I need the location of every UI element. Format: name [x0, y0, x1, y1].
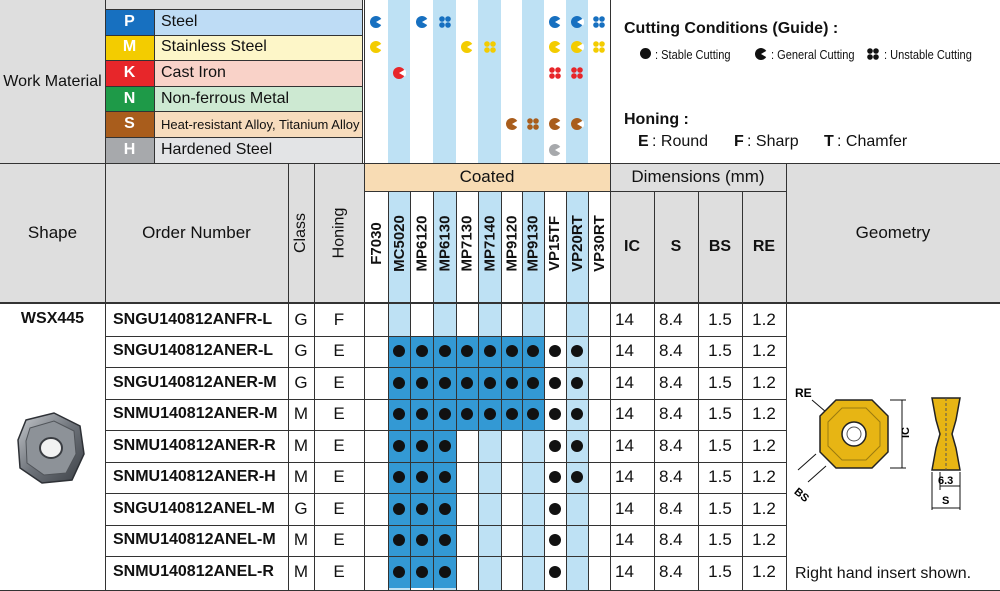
bs-value: 1.5 [708, 435, 732, 455]
class-value: G [294, 498, 308, 518]
unstable-cutting-icon [592, 40, 606, 54]
ic-value: 14 [615, 341, 634, 361]
material-top-band [105, 0, 362, 9]
stable-cutting-icon [571, 345, 583, 357]
header-coated: Coated [459, 167, 515, 186]
unstable-cutting-icon [570, 66, 584, 80]
stable-cutting-icon [393, 440, 405, 452]
grade-header-cell [566, 188, 588, 298]
grade-header: MP6120 [413, 215, 430, 271]
stable-cutting-icon [549, 377, 561, 389]
general-cutting-icon [369, 40, 383, 54]
stable-cutting-icon [393, 471, 405, 483]
s-value: 8.4 [659, 372, 683, 392]
table-row [105, 525, 786, 557]
cutting-conditions-title: Cutting Conditions (Guide) : [624, 20, 839, 37]
ic-value: 14 [615, 372, 634, 392]
class-value: M [293, 467, 309, 487]
grade-stripe-top [388, 0, 410, 163]
header-dimensions: Dimensions (mm) [631, 167, 765, 186]
stable-cutting-icon [393, 377, 405, 389]
stable-cutting-icon [506, 377, 518, 389]
s-value: 8.4 [659, 435, 683, 455]
stable-cutting-icon [527, 345, 539, 357]
material-letter: K [123, 63, 136, 81]
stable-cutting-icon [549, 440, 561, 452]
grade-header: MC5020 [390, 214, 408, 272]
table-row [105, 367, 786, 399]
table-row [105, 304, 786, 336]
order-number: SNMU140812ANEL-M [113, 531, 276, 549]
ic-value: 14 [615, 561, 634, 581]
stable-cutting-icon [439, 503, 451, 515]
s-value: 8.4 [659, 498, 683, 518]
ic-value: 14 [615, 467, 634, 487]
work-material-label: Work Material [3, 72, 102, 90]
stable-cutting-icon [484, 345, 496, 357]
order-number: SNMU140812ANER-M [113, 405, 278, 423]
bs-value: 1.5 [708, 309, 732, 329]
stable-cutting-icon [549, 534, 561, 546]
material-name: Heat-resistant Alloy, Titanium Alloy [161, 116, 360, 132]
stable-cutting-icon [439, 345, 451, 357]
stable-cutting-icon [393, 345, 405, 357]
material-letter: S [124, 115, 135, 133]
table-row [105, 556, 786, 588]
header-honing: Honing [330, 207, 348, 258]
stable-cutting-icon [416, 440, 428, 452]
bs-value: 1.5 [708, 530, 732, 550]
stable-cutting-icon [506, 345, 518, 357]
honing-e-letter: E [638, 133, 649, 150]
header-shape: Shape [27, 222, 78, 242]
stable-cutting-icon [571, 377, 583, 389]
general-cutting-icon [415, 15, 429, 29]
unstable-cutting-icon [548, 66, 562, 80]
stable-cutting-icon [461, 377, 473, 389]
honing-value: E [333, 341, 345, 361]
stable-cutting-icon [393, 566, 405, 578]
bs-value: 1.5 [708, 561, 732, 581]
material-letter: M [122, 38, 137, 56]
class-value: M [293, 530, 309, 550]
stable-cutting-icon [416, 566, 428, 578]
stable-cutting-icon [439, 566, 451, 578]
geometry-note: Right hand insert shown. [795, 565, 972, 582]
material-name: Hardened Steel [161, 140, 273, 158]
stable-cutting-icon [416, 408, 428, 420]
order-number: SNMU140812ANER-H [113, 468, 276, 486]
grade-header: MP7130 [458, 215, 476, 271]
table-row [105, 336, 786, 368]
unstable-cutting-icon [438, 15, 452, 29]
geometry-s-label: S [942, 495, 950, 507]
class-value: M [293, 561, 309, 581]
grade-header-cell [433, 188, 456, 298]
general-cutting-icon [570, 15, 584, 29]
re-value: 1.2 [752, 435, 776, 455]
ic-value: 14 [615, 309, 634, 329]
geometry-re-label: RE [795, 386, 812, 400]
ic-value: 14 [615, 530, 634, 550]
honing-value: E [333, 372, 345, 392]
grade-header-cell [544, 188, 566, 298]
re-value: 1.2 [752, 561, 776, 581]
bs-value: 1.5 [708, 404, 732, 424]
order-number: SNGU140812ANFR-L [113, 310, 273, 328]
material-name: Stainless Steel [161, 38, 267, 56]
class-value: G [294, 341, 308, 361]
stable-cutting-icon [484, 377, 496, 389]
re-value: 1.2 [752, 530, 776, 550]
stable-cutting-icon [571, 440, 583, 452]
honing-e-label: : Round [652, 133, 709, 150]
general-cutting-icon [548, 40, 562, 54]
grade-header: MP9120 [503, 215, 520, 271]
table-row [105, 399, 786, 431]
material-name: Steel [161, 12, 198, 30]
re-value: 1.2 [752, 372, 776, 392]
general-cutting-label: : General Cutting [771, 46, 855, 62]
ic-value: 14 [615, 435, 634, 455]
general-cutting-icon [548, 143, 562, 157]
s-value: 8.4 [659, 467, 683, 487]
stable-cutting-icon [416, 471, 428, 483]
stable-cutting-icon [640, 48, 651, 59]
order-number: SNGU140812ANER-M [113, 373, 277, 391]
stable-cutting-icon [461, 345, 473, 357]
general-cutting-icon [392, 66, 406, 80]
s-value: 8.4 [659, 309, 683, 329]
grade-header: VP15TF [546, 215, 564, 271]
general-cutting-icon [548, 15, 562, 29]
re-value: 1.2 [752, 467, 776, 487]
grade-header: F7030 [367, 221, 385, 265]
header-honing-cell [314, 163, 364, 302]
stable-cutting-icon [527, 377, 539, 389]
general-cutting-icon [570, 40, 584, 54]
bs-value: 1.5 [708, 372, 732, 392]
stable-cutting-icon [393, 534, 405, 546]
grade-header: MP6130 [436, 215, 453, 271]
grade-stripe-top [522, 0, 544, 163]
general-cutting-icon [548, 117, 562, 131]
unstable-cutting-icon [526, 117, 540, 131]
honing-value: E [333, 435, 345, 455]
honing-legend [638, 131, 998, 153]
grade-header-cell [478, 188, 501, 298]
grade-header-cell [388, 188, 410, 298]
general-cutting-icon [505, 117, 519, 131]
grade-header: VP20RT [568, 214, 586, 272]
geometry-drawing [790, 378, 995, 523]
re-value: 1.2 [752, 404, 776, 424]
stable-cutting-icon [549, 345, 561, 357]
honing-value: F [333, 309, 345, 329]
ic-value: 14 [615, 498, 634, 518]
honing-f-label: : Sharp [747, 133, 799, 150]
stable-cutting-icon [571, 408, 583, 420]
stable-cutting-icon [439, 440, 451, 452]
material-name: Cast Iron [161, 63, 226, 81]
general-cutting-icon [369, 15, 383, 29]
stable-cutting-icon [439, 534, 451, 546]
honing-t-label: : Chamfer [837, 133, 908, 150]
stable-cutting-icon [549, 471, 561, 483]
cutting-conditions-legend [638, 44, 1000, 64]
header-ic: IC [624, 237, 640, 255]
re-value: 1.2 [752, 498, 776, 518]
grade-header: VP30RT [590, 214, 608, 272]
grade-header-cell [364, 188, 388, 298]
stable-cutting-icon [393, 408, 405, 420]
bs-value: 1.5 [708, 498, 732, 518]
grade-header: MP7140 [481, 215, 498, 271]
header-re: RE [752, 237, 776, 255]
stable-cutting-icon [416, 345, 428, 357]
unstable-cutting-icon [483, 40, 497, 54]
stable-cutting-icon [416, 377, 428, 389]
stable-cutting-icon [549, 408, 561, 420]
stable-cutting-icon [461, 408, 473, 420]
header-bs: BS [708, 237, 732, 255]
honing-t-letter: T [824, 133, 834, 150]
grade-header: MP9130 [524, 215, 542, 271]
grade-header-cell [588, 188, 610, 298]
unstable-cutting-icon [592, 15, 606, 29]
honing-value: E [333, 530, 345, 550]
honing-value: E [333, 467, 345, 487]
stable-cutting-icon [506, 408, 518, 420]
unstable-cutting-label: : Unstable Cutting [884, 46, 972, 62]
header-class: Class [292, 212, 310, 253]
header-geometry: Geometry [855, 222, 931, 242]
grade-header-cell [410, 188, 433, 298]
class-value: G [294, 372, 308, 392]
grade-header-cell [522, 188, 544, 298]
material-letter: H [123, 140, 136, 158]
header-order-number: Order Number [142, 222, 251, 242]
table-row [105, 462, 786, 494]
honing-value: E [333, 561, 345, 581]
insert-photo-icon [14, 410, 88, 486]
honing-value: E [333, 404, 345, 424]
stable-cutting-icon [484, 408, 496, 420]
grade-header-cell [501, 188, 522, 298]
stable-cutting-label: : Stable Cutting [655, 46, 731, 62]
order-number: SNMU140812ANEL-R [113, 562, 274, 580]
order-number: SNGU140812ANER-L [113, 342, 274, 360]
general-cutting-icon [570, 117, 584, 131]
shape-name: WSX445 [20, 310, 85, 327]
grade-header-cell [456, 188, 478, 298]
material-name: Non-ferrous Metal [161, 89, 290, 107]
stable-cutting-icon [393, 503, 405, 515]
bs-value: 1.5 [708, 341, 732, 361]
s-value: 8.4 [659, 530, 683, 550]
honing-value: E [333, 498, 345, 518]
order-number: SNGU140812ANEL-M [113, 499, 275, 517]
class-value: M [293, 435, 309, 455]
general-cutting-icon [754, 47, 768, 61]
header-class-cell [288, 163, 314, 302]
grid-line [362, 0, 363, 163]
stable-cutting-icon [439, 408, 451, 420]
re-value: 1.2 [752, 309, 776, 329]
re-value: 1.2 [752, 341, 776, 361]
ic-value: 14 [615, 404, 634, 424]
class-value: G [294, 309, 308, 329]
honing-f-letter: F [734, 133, 744, 150]
bs-value: 1.5 [708, 467, 732, 487]
s-value: 8.4 [659, 341, 683, 361]
material-letter: P [124, 12, 135, 30]
stable-cutting-icon [416, 534, 428, 546]
geometry-bs-label: BS [791, 485, 812, 505]
table-row [105, 430, 786, 462]
class-value: M [293, 404, 309, 424]
material-letter: N [123, 89, 136, 107]
stable-cutting-icon [549, 566, 561, 578]
stable-cutting-icon [527, 408, 539, 420]
stable-cutting-icon [416, 503, 428, 515]
stable-cutting-icon [439, 377, 451, 389]
unstable-cutting-icon [866, 47, 880, 61]
order-number: SNMU140812ANER-R [113, 436, 276, 454]
stable-cutting-icon [571, 471, 583, 483]
s-value: 8.4 [659, 404, 683, 424]
table-row [105, 493, 786, 525]
general-cutting-icon [460, 40, 474, 54]
grade-stripe-top [478, 0, 501, 163]
s-value: 8.4 [659, 561, 683, 581]
header-s: S [670, 237, 682, 255]
stable-cutting-icon [549, 503, 561, 515]
stable-cutting-icon [439, 471, 451, 483]
geometry-63-label: 6.3 [938, 475, 954, 487]
honing-legend-title: Honing : [624, 111, 689, 128]
geometry-ic-label: IC [900, 427, 912, 438]
